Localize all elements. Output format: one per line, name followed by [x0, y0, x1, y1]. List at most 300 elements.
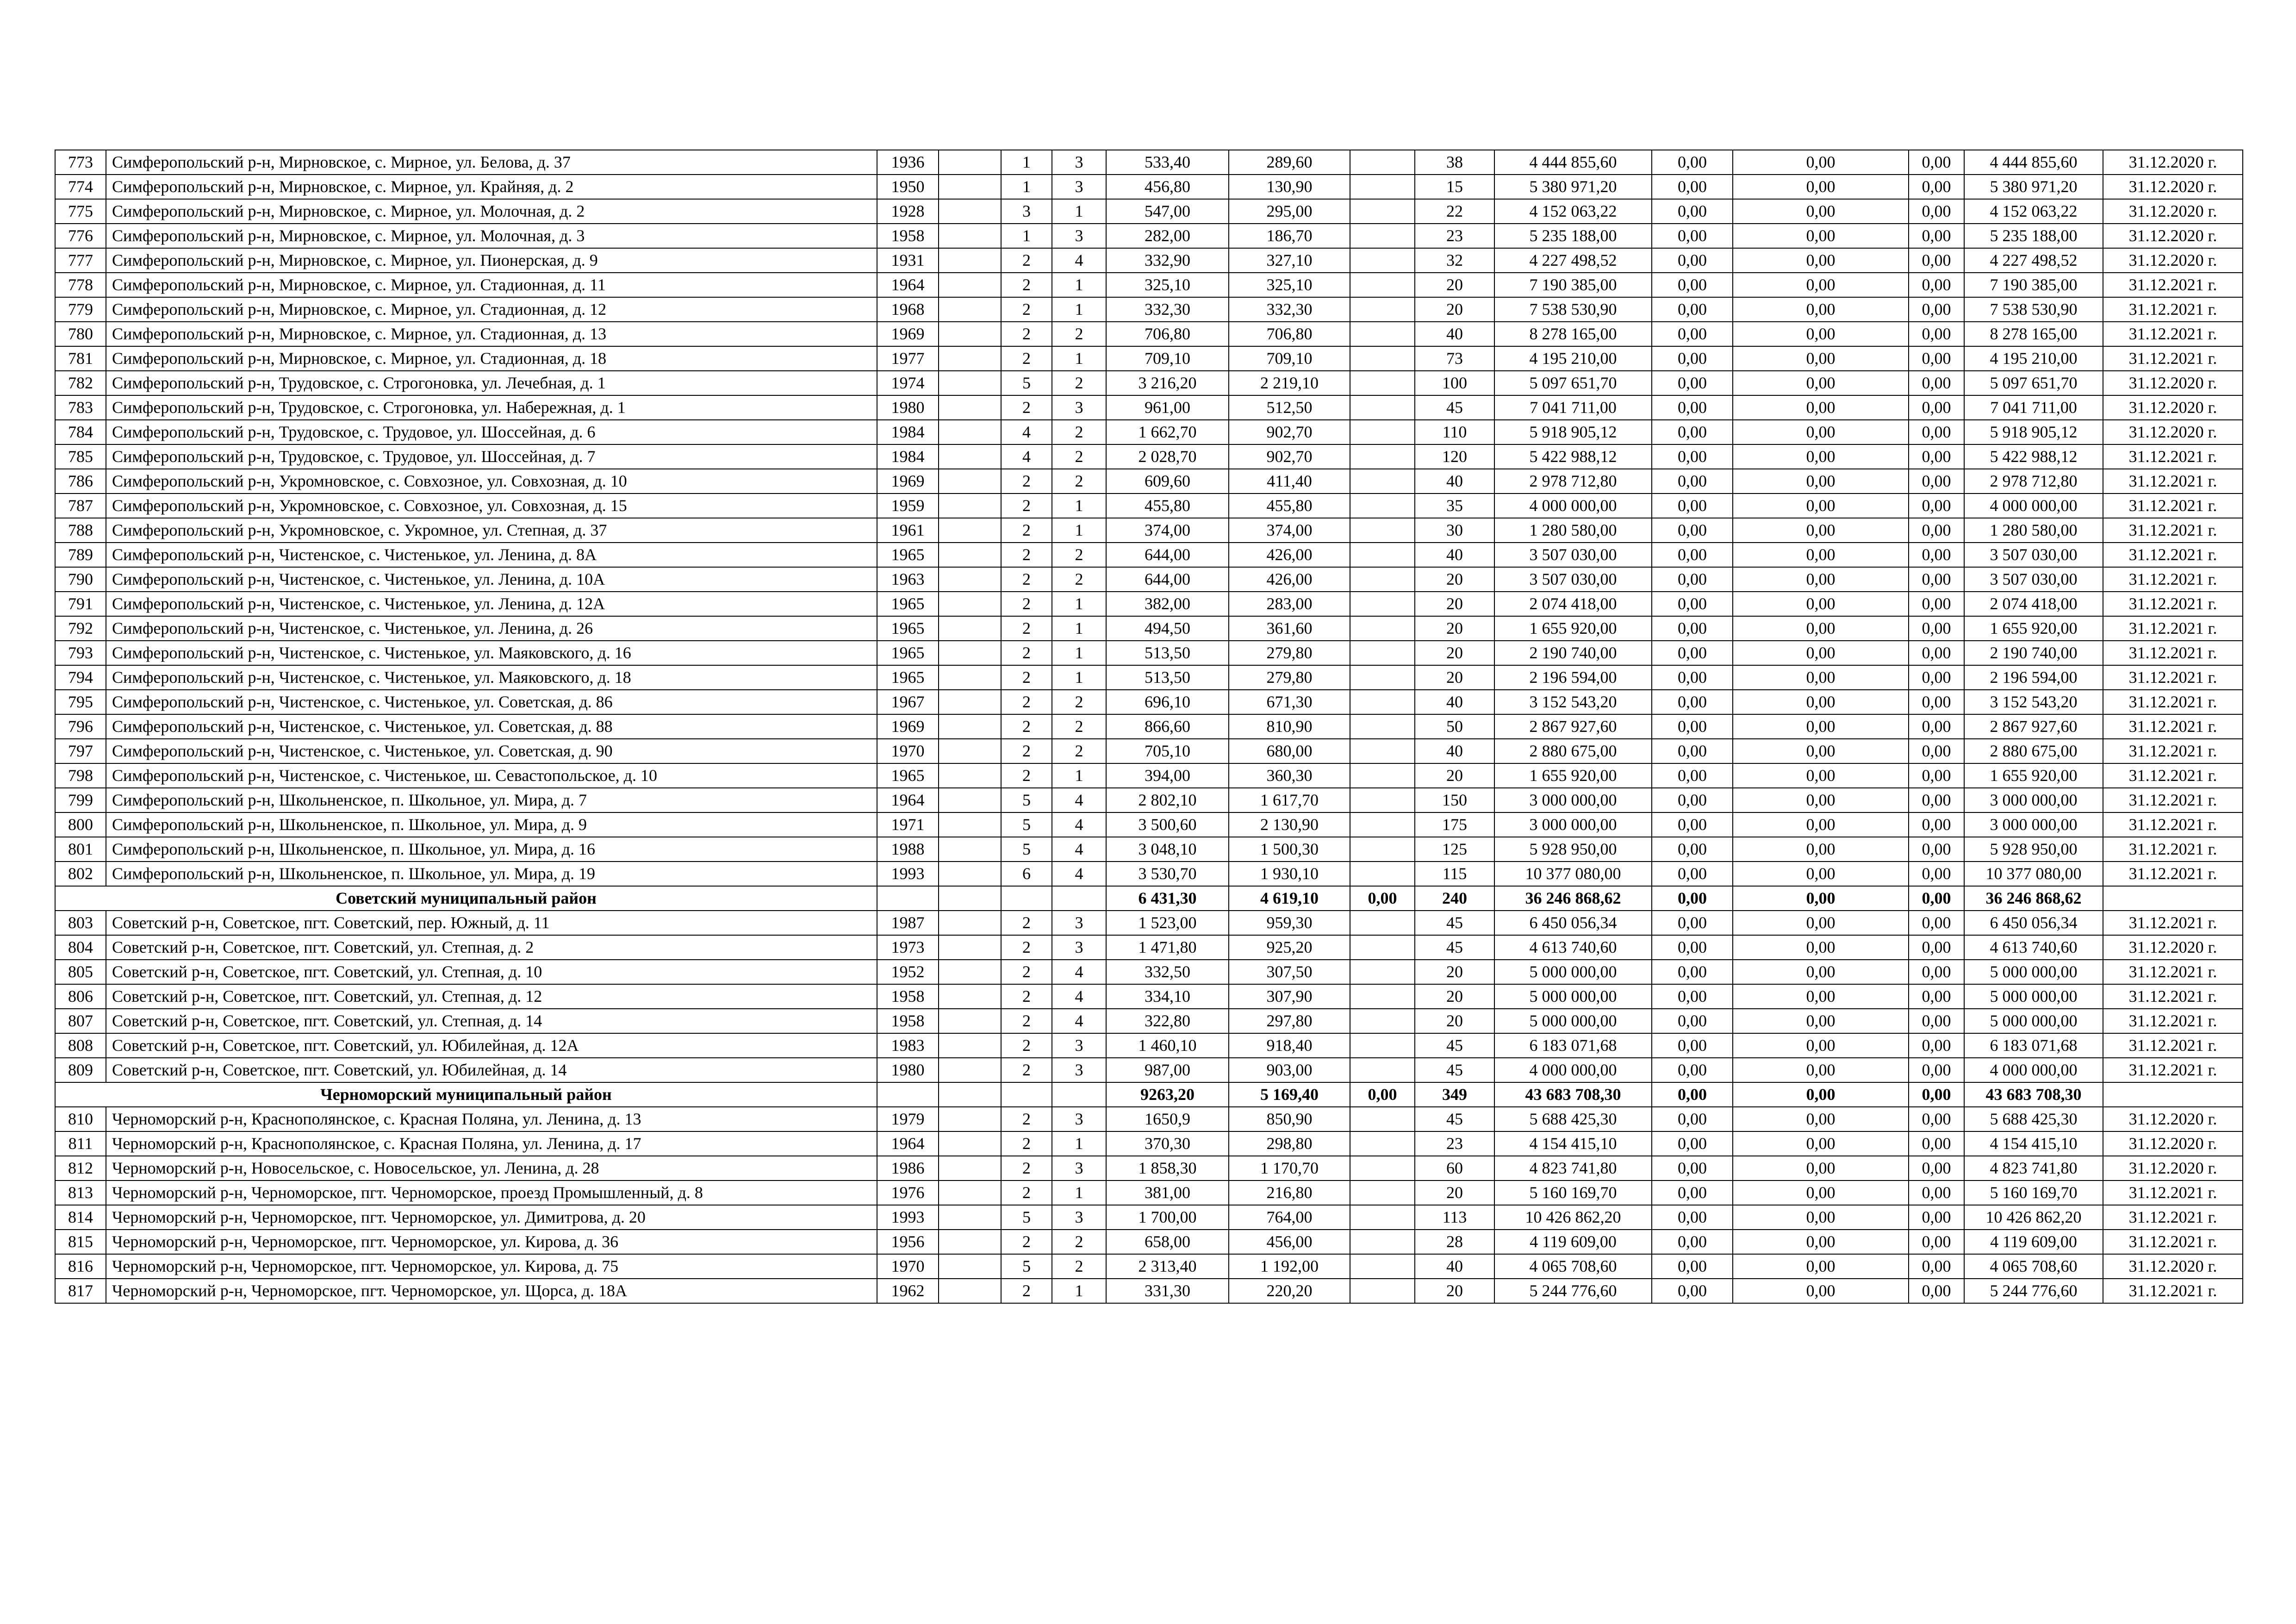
col-empty [939, 493, 1001, 518]
total-cost-cell: 4 227 498,52 [1494, 248, 1652, 273]
total-area-cell: 1 460,10 [1106, 1033, 1229, 1058]
col-empty [939, 837, 1001, 862]
row-number: 787 [55, 493, 106, 518]
address-cell: Симферопольский р-н, Трудовское, с. Трудовое, ул. Шоссейная, д. 6 [106, 420, 877, 444]
year-cell: 1965 [877, 592, 939, 616]
living-area-cell: 307,90 [1229, 984, 1350, 1009]
table-row [55, 273, 2243, 297]
cost-cell: 4 000 000,00 [1964, 493, 2103, 518]
entrances-cell: 1 [1052, 592, 1106, 616]
cost-cell: 5 380 971,20 [1964, 175, 2103, 199]
row-number: 798 [55, 763, 106, 788]
entrances-cell: 1 [1052, 273, 1106, 297]
cost-cell: 5 928 950,00 [1964, 837, 2103, 862]
deadline-cell: 31.12.2021 г. [2103, 911, 2243, 935]
fund-cell: 0,00 [1652, 297, 1733, 322]
budget-cell: 0,00 [1733, 1156, 1909, 1181]
total-area-cell: 370,30 [1106, 1131, 1229, 1156]
address-cell: Советский р-н, Советское, пгт. Советский, ул. Степная, д. 14 [106, 1009, 877, 1033]
deadline-cell: 31.12.2020 г. [2103, 395, 2243, 420]
owner-funds-cell: 0,00 [1909, 371, 1964, 395]
budget-cell: 0,00 [1733, 518, 1909, 543]
table-row [55, 763, 2243, 788]
floors-cell: 2 [1001, 690, 1052, 714]
cost-cell: 5 000 000,00 [1964, 960, 2103, 984]
living-area-cell: 283,00 [1229, 592, 1350, 616]
fund-cell: 0,00 [1652, 199, 1733, 224]
living-area-cell: 295,00 [1229, 199, 1350, 224]
col-nonresidential [1350, 543, 1415, 567]
budget-cell: 0,00 [1733, 763, 1909, 788]
owner-funds-cell: 0,00 [1909, 960, 1964, 984]
total-area-cell: 332,50 [1106, 960, 1229, 984]
residents-cell: 175 [1415, 812, 1494, 837]
deadline-cell: 31.12.2020 г. [2103, 248, 2243, 273]
floors-cell: 2 [1001, 1156, 1052, 1181]
living-area-cell: 680,00 [1229, 739, 1350, 763]
year-cell [877, 1082, 939, 1107]
residents-cell: 73 [1415, 346, 1494, 371]
total-area-cell: 1650,9 [1106, 1107, 1229, 1131]
deadline-cell: 31.12.2021 г. [2103, 1181, 2243, 1205]
residents-cell: 20 [1415, 567, 1494, 592]
total-cost-cell: 1 655 920,00 [1494, 616, 1652, 641]
total-area-cell: 3 530,70 [1106, 862, 1229, 886]
fund-cell: 0,00 [1652, 1230, 1733, 1254]
entrances-cell: 4 [1052, 837, 1106, 862]
fund-cell: 0,00 [1652, 1131, 1733, 1156]
fund-cell: 0,00 [1652, 224, 1733, 248]
col-nonresidential [1350, 984, 1415, 1009]
table-row [55, 812, 2243, 837]
total-area-cell: 381,00 [1106, 1181, 1229, 1205]
cost-cell: 7 538 530,90 [1964, 297, 2103, 322]
col-nonresidential [1350, 224, 1415, 248]
address-cell: Советский р-н, Советское, пгт. Советский, ул. Степная, д. 2 [106, 935, 877, 960]
living-area-cell: 327,10 [1229, 248, 1350, 273]
col-nonresidential [1350, 641, 1415, 665]
col-nonresidential [1350, 862, 1415, 886]
living-area-cell: 426,00 [1229, 543, 1350, 567]
deadline-cell: 31.12.2021 г. [2103, 297, 2243, 322]
floors-cell: 5 [1001, 812, 1052, 837]
cost-cell: 5 000 000,00 [1964, 984, 2103, 1009]
budget-cell: 0,00 [1733, 812, 1909, 837]
owner-funds-cell: 0,00 [1909, 297, 1964, 322]
budget-cell: 0,00 [1733, 371, 1909, 395]
budget-cell: 0,00 [1733, 420, 1909, 444]
cost-cell: 4 065 708,60 [1964, 1254, 2103, 1279]
residents-cell: 20 [1415, 641, 1494, 665]
year-cell: 1973 [877, 935, 939, 960]
residents-cell: 45 [1415, 395, 1494, 420]
residents-cell: 20 [1415, 616, 1494, 641]
row-number: 775 [55, 199, 106, 224]
col-nonresidential [1350, 150, 1415, 175]
budget-cell: 0,00 [1733, 665, 1909, 690]
deadline-cell: 31.12.2021 г. [2103, 1205, 2243, 1230]
fund-cell: 0,00 [1652, 444, 1733, 469]
total-cost-cell: 4 152 063,22 [1494, 199, 1652, 224]
fund-cell: 0,00 [1652, 665, 1733, 690]
floors-cell: 2 [1001, 739, 1052, 763]
fund-cell: 0,00 [1652, 322, 1733, 346]
residents-cell: 22 [1415, 199, 1494, 224]
total-area-cell: 533,40 [1106, 150, 1229, 175]
year-cell: 1987 [877, 911, 939, 935]
entrances-cell: 1 [1052, 346, 1106, 371]
year-cell: 1984 [877, 420, 939, 444]
row-number: 815 [55, 1230, 106, 1254]
entrances-cell: 3 [1052, 175, 1106, 199]
total-cost-cell: 5 000 000,00 [1494, 1009, 1652, 1033]
col-empty [939, 1082, 1001, 1107]
row-number: 785 [55, 444, 106, 469]
deadline-cell: 31.12.2021 г. [2103, 1279, 2243, 1303]
living-area-cell: 360,30 [1229, 763, 1350, 788]
col-nonresidential [1350, 739, 1415, 763]
residents-cell: 20 [1415, 1279, 1494, 1303]
owner-funds-cell: 0,00 [1909, 444, 1964, 469]
row-number: 776 [55, 224, 106, 248]
col-empty [939, 911, 1001, 935]
col-nonresidential [1350, 911, 1415, 935]
table-row [55, 543, 2243, 567]
total-cost-cell: 5 000 000,00 [1494, 984, 1652, 1009]
owner-funds-cell: 0,00 [1909, 984, 1964, 1009]
row-number: 813 [55, 1181, 106, 1205]
col-empty [939, 812, 1001, 837]
floors-cell: 2 [1001, 1230, 1052, 1254]
floors-cell: 1 [1001, 150, 1052, 175]
table-row [55, 1205, 2243, 1230]
deadline-cell: 31.12.2020 г. [2103, 224, 2243, 248]
deadline-cell: 31.12.2021 г. [2103, 1230, 2243, 1254]
deadline-cell: 31.12.2021 г. [2103, 1058, 2243, 1082]
col-empty [939, 641, 1001, 665]
col-nonresidential [1350, 1058, 1415, 1082]
cost-cell: 5 688 425,30 [1964, 1107, 2103, 1131]
floors-cell: 2 [1001, 469, 1052, 493]
owner-funds-cell: 0,00 [1909, 469, 1964, 493]
owner-funds-cell: 0,00 [1909, 1082, 1964, 1107]
budget-cell: 0,00 [1733, 248, 1909, 273]
row-number: 774 [55, 175, 106, 199]
col-nonresidential [1350, 665, 1415, 690]
living-area-cell: 512,50 [1229, 395, 1350, 420]
residents-cell: 150 [1415, 788, 1494, 812]
col-nonresidential [1350, 788, 1415, 812]
residents-cell: 28 [1415, 1230, 1494, 1254]
entrances-cell: 2 [1052, 469, 1106, 493]
total-area-cell: 513,50 [1106, 641, 1229, 665]
owner-funds-cell: 0,00 [1909, 862, 1964, 886]
entrances-cell: 1 [1052, 297, 1106, 322]
deadline-cell: 31.12.2021 г. [2103, 960, 2243, 984]
col-nonresidential [1350, 444, 1415, 469]
budget-cell: 0,00 [1733, 567, 1909, 592]
owner-funds-cell: 0,00 [1909, 1205, 1964, 1230]
deadline-cell: 31.12.2021 г. [2103, 862, 2243, 886]
table-row [55, 1009, 2243, 1033]
col-empty [939, 297, 1001, 322]
budget-cell: 0,00 [1733, 641, 1909, 665]
col-empty [939, 960, 1001, 984]
residents-cell: 50 [1415, 714, 1494, 739]
fund-cell: 0,00 [1652, 248, 1733, 273]
year-cell: 1986 [877, 1156, 939, 1181]
year-cell: 1967 [877, 690, 939, 714]
col-nonresidential [1350, 199, 1415, 224]
entrances-cell: 2 [1052, 322, 1106, 346]
total-cost-cell: 10 426 862,20 [1494, 1205, 1652, 1230]
cost-cell: 4 444 855,60 [1964, 150, 2103, 175]
living-area-cell: 289,60 [1229, 150, 1350, 175]
address-cell: Симферопольский р-н, Чистенское, с. Чистенькое, ул. Советская, д. 88 [106, 714, 877, 739]
living-area-cell: 764,00 [1229, 1205, 1350, 1230]
year-cell: 1971 [877, 812, 939, 837]
residents-cell: 20 [1415, 763, 1494, 788]
total-cost-cell: 3 507 030,00 [1494, 543, 1652, 567]
total-cost-cell: 2 880 675,00 [1494, 739, 1652, 763]
col-empty [939, 1009, 1001, 1033]
owner-funds-cell: 0,00 [1909, 616, 1964, 641]
fund-cell: 0,00 [1652, 493, 1733, 518]
col-empty [939, 567, 1001, 592]
col-nonresidential [1350, 1279, 1415, 1303]
residents-cell: 30 [1415, 518, 1494, 543]
owner-funds-cell: 0,00 [1909, 1009, 1964, 1033]
owner-funds-cell: 0,00 [1909, 935, 1964, 960]
year-cell: 1952 [877, 960, 939, 984]
budget-cell: 0,00 [1733, 1254, 1909, 1279]
entrances-cell: 1 [1052, 1279, 1106, 1303]
floors-cell: 5 [1001, 837, 1052, 862]
year-cell: 1965 [877, 763, 939, 788]
address-cell: Симферопольский р-н, Чистенское, с. Чистенькое, ул. Маяковского, д. 18 [106, 665, 877, 690]
col-empty [939, 1279, 1001, 1303]
row-number: 805 [55, 960, 106, 984]
table-row [55, 1131, 2243, 1156]
total-cost-cell: 3 507 030,00 [1494, 567, 1652, 592]
address-cell: Симферопольский р-н, Чистенское, с. Чистенькое, ул. Советская, д. 90 [106, 739, 877, 763]
col-empty [939, 1033, 1001, 1058]
owner-funds-cell: 0,00 [1909, 395, 1964, 420]
deadline-cell: 31.12.2020 г. [2103, 175, 2243, 199]
table-row [55, 322, 2243, 346]
owner-funds-cell: 0,00 [1909, 1033, 1964, 1058]
living-area-cell: 279,80 [1229, 641, 1350, 665]
owner-funds-cell: 0,00 [1909, 346, 1964, 371]
total-cost-cell: 2 867 927,60 [1494, 714, 1652, 739]
total-cost-cell: 4 000 000,00 [1494, 1058, 1652, 1082]
entrances-cell: 4 [1052, 812, 1106, 837]
col-nonresidential [1350, 248, 1415, 273]
address-cell: Симферопольский р-н, Чистенское, с. Чистенькое, ш. Севастопольское, д. 10 [106, 763, 877, 788]
col-empty [939, 199, 1001, 224]
row-number: 780 [55, 322, 106, 346]
address-cell: Черноморский р-н, Черноморское, пгт. Черноморское, ул. Кирова, д. 36 [106, 1230, 877, 1254]
cost-cell: 3 152 543,20 [1964, 690, 2103, 714]
entrances-cell: 1 [1052, 493, 1106, 518]
col-nonresidential [1350, 1131, 1415, 1156]
living-area-cell: 1 192,00 [1229, 1254, 1350, 1279]
table-row [55, 444, 2243, 469]
row-number: 795 [55, 690, 106, 714]
entrances-cell: 4 [1052, 960, 1106, 984]
total-area-cell: 494,50 [1106, 616, 1229, 641]
living-area-cell: 1 500,30 [1229, 837, 1350, 862]
fund-cell: 0,00 [1652, 150, 1733, 175]
total-area-cell: 332,90 [1106, 248, 1229, 273]
year-cell: 1977 [877, 346, 939, 371]
budget-cell: 0,00 [1733, 911, 1909, 935]
living-area-cell: 1 617,70 [1229, 788, 1350, 812]
fund-cell: 0,00 [1652, 886, 1733, 911]
row-number: 816 [55, 1254, 106, 1279]
floors-cell: 2 [1001, 1279, 1052, 1303]
entrances-cell: 4 [1052, 862, 1106, 886]
living-area-cell: 810,90 [1229, 714, 1350, 739]
budget-cell: 0,00 [1733, 224, 1909, 248]
total-area-cell: 644,00 [1106, 567, 1229, 592]
total-cost-cell: 5 928 950,00 [1494, 837, 1652, 862]
budget-cell: 0,00 [1733, 739, 1909, 763]
total-area-cell: 1 700,00 [1106, 1205, 1229, 1230]
address-cell: Симферопольский р-н, Чистенское, с. Чистенькое, ул. Ленина, д. 10А [106, 567, 877, 592]
total-cost-cell: 4 119 609,00 [1494, 1230, 1652, 1254]
fund-cell: 0,00 [1652, 690, 1733, 714]
owner-funds-cell: 0,00 [1909, 1058, 1964, 1082]
table-row [55, 788, 2243, 812]
total-area-cell: 644,00 [1106, 543, 1229, 567]
cost-cell: 7 190 385,00 [1964, 273, 2103, 297]
cost-cell: 4 613 740,60 [1964, 935, 2103, 960]
address-cell: Симферопольский р-н, Мирновское, с. Мирное, ул. Молочная, д. 3 [106, 224, 877, 248]
table-row [55, 1156, 2243, 1181]
total-cost-cell: 4 444 855,60 [1494, 150, 1652, 175]
deadline-cell: 31.12.2020 г. [2103, 1131, 2243, 1156]
owner-funds-cell: 0,00 [1909, 1279, 1964, 1303]
budget-cell: 0,00 [1733, 837, 1909, 862]
living-area-cell: 325,10 [1229, 273, 1350, 297]
entrances-cell: 3 [1052, 1156, 1106, 1181]
floors-cell: 3 [1001, 199, 1052, 224]
year-cell: 1965 [877, 543, 939, 567]
col-nonresidential [1350, 935, 1415, 960]
col-nonresidential [1350, 690, 1415, 714]
address-cell: Симферопольский р-н, Чистенское, с. Чистенькое, ул. Маяковского, д. 16 [106, 641, 877, 665]
entrances-cell: 1 [1052, 641, 1106, 665]
year-cell: 1968 [877, 297, 939, 322]
living-area-cell: 902,70 [1229, 420, 1350, 444]
year-cell: 1980 [877, 395, 939, 420]
fund-cell: 0,00 [1652, 984, 1733, 1009]
residents-cell: 15 [1415, 175, 1494, 199]
deadline-cell: 31.12.2020 г. [2103, 150, 2243, 175]
budget-cell: 0,00 [1733, 469, 1909, 493]
fund-cell: 0,00 [1652, 1009, 1733, 1033]
row-number: 790 [55, 567, 106, 592]
col-empty [939, 371, 1001, 395]
budget-cell: 0,00 [1733, 322, 1909, 346]
cost-cell: 4 195 210,00 [1964, 346, 2103, 371]
budget-cell: 0,00 [1733, 175, 1909, 199]
row-number: 791 [55, 592, 106, 616]
col-nonresidential [1350, 1107, 1415, 1131]
fund-cell: 0,00 [1652, 739, 1733, 763]
deadline-cell: 31.12.2021 г. [2103, 984, 2243, 1009]
col-empty [939, 935, 1001, 960]
table-row [55, 665, 2243, 690]
residents-cell: 20 [1415, 297, 1494, 322]
owner-funds-cell: 0,00 [1909, 665, 1964, 690]
table-row [55, 1107, 2243, 1131]
total-area-cell: 513,50 [1106, 665, 1229, 690]
residents-cell: 45 [1415, 935, 1494, 960]
entrances-cell: 3 [1052, 395, 1106, 420]
entrances-cell: 1 [1052, 763, 1106, 788]
cost-cell: 5 000 000,00 [1964, 1009, 2103, 1033]
living-area-cell: 902,70 [1229, 444, 1350, 469]
address-cell: Черноморский р-н, Черноморское, пгт. Черноморское, ул. Димитрова, д. 20 [106, 1205, 877, 1230]
living-area-cell: 297,80 [1229, 1009, 1350, 1033]
floors-cell: 2 [1001, 346, 1052, 371]
floors-cell: 2 [1001, 1107, 1052, 1131]
cost-cell: 3 000 000,00 [1964, 812, 2103, 837]
budget-cell: 0,00 [1733, 1082, 1909, 1107]
table-row [55, 592, 2243, 616]
fund-cell: 0,00 [1652, 1033, 1733, 1058]
entrances-cell: 4 [1052, 984, 1106, 1009]
residents-cell: 240 [1415, 886, 1494, 911]
floors-cell: 2 [1001, 322, 1052, 346]
deadline-cell: 31.12.2021 г. [2103, 1009, 2243, 1033]
col-empty [939, 739, 1001, 763]
entrances-cell: 1 [1052, 616, 1106, 641]
table-row [55, 984, 2243, 1009]
col-empty [939, 248, 1001, 273]
table-row [55, 469, 2243, 493]
address-cell: Советский р-н, Советское, пгт. Советский, ул. Юбилейная, д. 12А [106, 1033, 877, 1058]
total-cost-cell: 43 683 708,30 [1494, 1082, 1652, 1107]
table-row [55, 346, 2243, 371]
col-nonresidential: 0,00 [1350, 1082, 1415, 1107]
owner-funds-cell: 0,00 [1909, 273, 1964, 297]
address-cell: Симферопольский р-н, Мирновское, с. Мирное, ул. Стадионная, д. 11 [106, 273, 877, 297]
total-area-cell: 1 523,00 [1106, 911, 1229, 935]
col-nonresidential: 0,00 [1350, 886, 1415, 911]
budget-cell: 0,00 [1733, 886, 1909, 911]
year-cell: 1965 [877, 616, 939, 641]
owner-funds-cell: 0,00 [1909, 592, 1964, 616]
owner-funds-cell: 0,00 [1909, 420, 1964, 444]
residents-cell: 110 [1415, 420, 1494, 444]
total-area-cell: 2 313,40 [1106, 1254, 1229, 1279]
floors-cell: 2 [1001, 935, 1052, 960]
address-cell: Симферопольский р-н, Укромновское, с. Совхозное, ул. Совхозная, д. 15 [106, 493, 877, 518]
total-area-cell: 609,60 [1106, 469, 1229, 493]
owner-funds-cell: 0,00 [1909, 911, 1964, 935]
year-cell: 1965 [877, 641, 939, 665]
year-cell: 1958 [877, 984, 939, 1009]
living-area-cell: 1 170,70 [1229, 1156, 1350, 1181]
budget-cell: 0,00 [1733, 1279, 1909, 1303]
cost-cell: 3 507 030,00 [1964, 543, 2103, 567]
deadline-cell: 31.12.2021 г. [2103, 322, 2243, 346]
budget-cell: 0,00 [1733, 444, 1909, 469]
total-area-cell: 6 431,30 [1106, 886, 1229, 911]
